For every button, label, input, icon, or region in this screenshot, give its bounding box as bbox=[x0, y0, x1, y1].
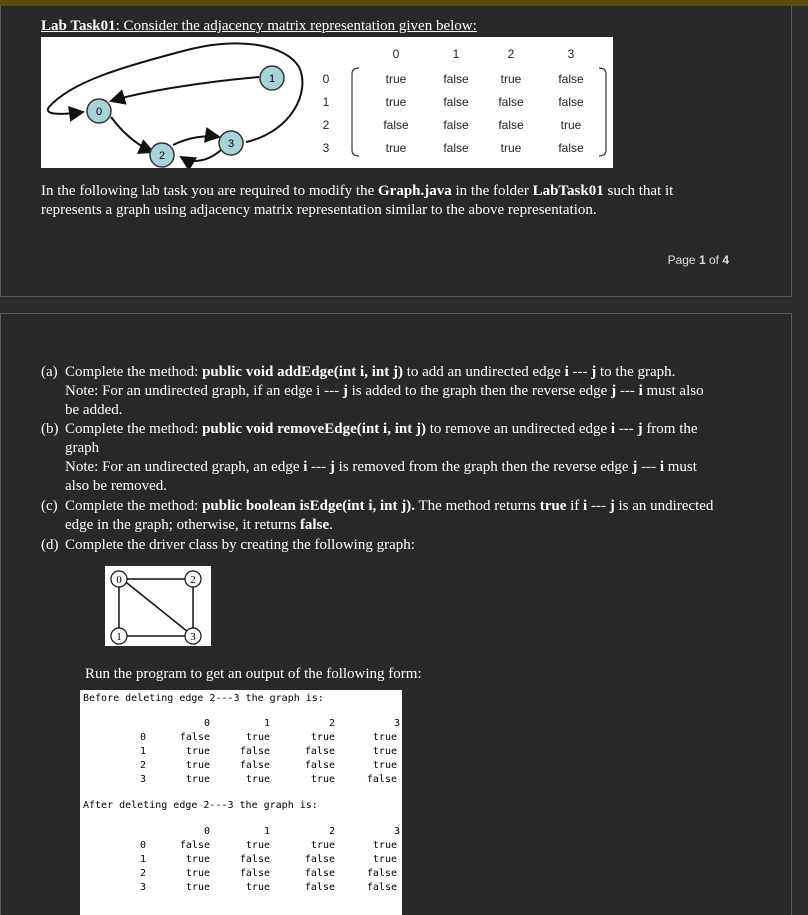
cell: true bbox=[310, 732, 335, 743]
cell: false bbox=[304, 854, 335, 865]
item-bold: i bbox=[303, 459, 308, 475]
matrix-cell: true bbox=[500, 141, 522, 155]
cell: false bbox=[304, 746, 335, 757]
item-label: (b) bbox=[41, 421, 59, 437]
cell: false bbox=[304, 882, 335, 893]
matrix-col-header: 0 bbox=[392, 47, 400, 61]
item-text: from the bbox=[642, 421, 698, 437]
cell: true bbox=[245, 882, 270, 893]
method-signature: public void removeEdge(int i, int j) bbox=[202, 421, 426, 437]
svg-text:3: 3 bbox=[190, 631, 196, 643]
item-text: Note: For an undirected graph, an edge bbox=[65, 459, 304, 475]
task-item-b bbox=[41, 420, 781, 496]
item-text: --- bbox=[615, 421, 638, 437]
cell: false bbox=[239, 868, 270, 879]
cell: true bbox=[245, 774, 270, 785]
row-label: 3 bbox=[140, 774, 147, 785]
row-label: 0 bbox=[140, 840, 147, 851]
item-text: edge in the graph; otherwise, it returns bbox=[65, 517, 300, 533]
item-text: graph bbox=[65, 440, 100, 456]
item-text: --- bbox=[568, 364, 592, 380]
item-text: to remove an undirected edge bbox=[425, 421, 611, 437]
cell: false bbox=[239, 746, 270, 757]
cell: true bbox=[372, 840, 397, 851]
undirected-graph-panel bbox=[105, 566, 211, 646]
col-header: 3 bbox=[393, 718, 400, 729]
cell: true bbox=[310, 840, 335, 851]
cell: false bbox=[179, 840, 210, 851]
item-text: The method returns bbox=[415, 498, 540, 514]
matrix-cell: true bbox=[385, 141, 407, 155]
lab-heading-line bbox=[41, 17, 477, 36]
cell: true bbox=[245, 732, 270, 743]
matrix-cell: false bbox=[383, 118, 409, 132]
task-item-c bbox=[41, 497, 781, 535]
item-text: be added. bbox=[65, 402, 123, 418]
item-bold: true bbox=[539, 498, 567, 514]
col-header: 1 bbox=[263, 718, 270, 729]
cell: false bbox=[304, 760, 335, 771]
instructions-paragraph bbox=[41, 182, 761, 220]
page-label: Page bbox=[667, 253, 699, 267]
item-text: is removed from the graph then the reverse edge bbox=[334, 459, 633, 475]
col-header: 2 bbox=[328, 718, 335, 729]
item-text: is an undirected bbox=[614, 498, 714, 514]
page-total: 4 bbox=[722, 253, 729, 267]
item-label: (a) bbox=[41, 364, 58, 380]
col-header: 1 bbox=[263, 826, 270, 837]
matrix-row-label: 3 bbox=[322, 141, 330, 155]
item-label: (c) bbox=[41, 498, 58, 514]
col-header: 2 bbox=[328, 826, 335, 837]
item-text: Complete the method: bbox=[65, 498, 203, 514]
matrix-col-header: 3 bbox=[567, 47, 575, 61]
item-bold: i bbox=[564, 364, 569, 380]
matrix-cell: false bbox=[443, 141, 469, 155]
row-label: 1 bbox=[140, 854, 147, 865]
cell: true bbox=[245, 840, 270, 851]
cell: true bbox=[185, 774, 210, 785]
matrix-col-header: 1 bbox=[452, 47, 460, 61]
matrix-cell: false bbox=[558, 95, 584, 109]
col-header: 0 bbox=[203, 826, 210, 837]
item-text: Complete the method: bbox=[65, 364, 203, 380]
item-text: --- bbox=[587, 498, 610, 514]
matrix-cell: true bbox=[500, 72, 522, 86]
item-text: --- bbox=[307, 459, 330, 475]
item-text: Complete the driver class by creating the following graph: bbox=[65, 537, 415, 553]
matrix-cell: true bbox=[560, 118, 582, 132]
cell: true bbox=[185, 868, 210, 879]
page-of: of bbox=[705, 253, 723, 267]
item-text: Note: For an undirected graph, if an edge i --- bbox=[65, 383, 340, 399]
item-bold: i bbox=[638, 383, 643, 399]
item-text: Complete the method: bbox=[65, 421, 203, 437]
para-text: such that it bbox=[603, 183, 674, 199]
cell: false bbox=[366, 868, 397, 879]
item-bold: j bbox=[611, 383, 617, 399]
para-text: represents a graph using adjacency matrix representation similar to the above representation. bbox=[41, 202, 597, 218]
cell: false bbox=[239, 760, 270, 771]
item-text: if bbox=[566, 498, 584, 514]
para-text: In the following lab task you are required to modify the bbox=[41, 183, 378, 199]
matrix-row-label: 2 bbox=[322, 118, 330, 132]
matrix-cell: false bbox=[498, 95, 524, 109]
item-bold: i bbox=[583, 498, 588, 514]
item-text: to add an undirected edge bbox=[402, 364, 565, 380]
task-item-a bbox=[41, 363, 781, 420]
svg-text:1: 1 bbox=[116, 631, 122, 643]
item-bold: i bbox=[659, 459, 664, 475]
undirected-graph-figure bbox=[105, 566, 211, 646]
method-signature: public void addEdge(int i, int j) bbox=[202, 364, 403, 380]
col-header: 0 bbox=[203, 718, 210, 729]
item-bold: j bbox=[632, 459, 638, 475]
run-instruction: Run the program to get an output of the following form: bbox=[85, 666, 422, 682]
item-bold: i bbox=[610, 421, 616, 437]
cell: true bbox=[185, 882, 210, 893]
after-title: After deleting edge 2---3 the graph is: bbox=[83, 800, 318, 811]
svg-text:0: 0 bbox=[116, 574, 122, 586]
matrix-cell: false bbox=[558, 72, 584, 86]
matrix-col-header: 2 bbox=[507, 47, 515, 61]
item-bold: false bbox=[299, 517, 330, 533]
cell: false bbox=[239, 854, 270, 865]
matrix-row-label: 0 bbox=[322, 72, 330, 86]
svg-text:2: 2 bbox=[190, 574, 196, 586]
row-label: 1 bbox=[140, 746, 147, 757]
cell: false bbox=[366, 882, 397, 893]
lab-intro: : Consider the adjacency matrix representation given below: bbox=[115, 18, 477, 34]
item-text: must bbox=[663, 459, 697, 475]
item-label: (d) bbox=[41, 537, 59, 553]
item-bold: j bbox=[339, 383, 348, 399]
row-label: 2 bbox=[140, 760, 147, 771]
matrix-cell: false bbox=[443, 72, 469, 86]
cell: true bbox=[185, 760, 210, 771]
document-page-2 bbox=[0, 313, 792, 915]
matrix-cell: true bbox=[385, 72, 407, 86]
cell: true bbox=[185, 746, 210, 757]
cell: false bbox=[179, 732, 210, 743]
matrix-cell: false bbox=[558, 141, 584, 155]
row-label: 0 bbox=[140, 732, 147, 743]
col-header: 3 bbox=[393, 826, 400, 837]
before-title: Before deleting edge 2---3 the graph is: bbox=[83, 693, 324, 704]
svg-text:2: 2 bbox=[158, 150, 166, 162]
figure-panel bbox=[41, 37, 613, 168]
item-bold: j bbox=[609, 498, 615, 514]
cell: true bbox=[310, 774, 335, 785]
item-text: must also bbox=[642, 383, 704, 399]
item-text: to the graph. bbox=[596, 364, 676, 380]
page-indicator bbox=[668, 253, 729, 267]
item-text: --- bbox=[637, 459, 660, 475]
svg-text:3: 3 bbox=[227, 138, 235, 150]
para-file: Graph.java bbox=[378, 183, 452, 199]
cell: true bbox=[372, 760, 397, 771]
cell: false bbox=[366, 774, 397, 785]
task-item-d bbox=[41, 536, 781, 555]
matrix-cell: true bbox=[385, 95, 407, 109]
para-folder: LabTask01 bbox=[532, 183, 604, 199]
node-2 bbox=[185, 571, 201, 587]
page-number: 1 bbox=[698, 253, 706, 267]
matrix-row-label: 1 bbox=[322, 95, 330, 109]
row-label: 3 bbox=[140, 882, 147, 893]
cell: false bbox=[304, 868, 335, 879]
item-bold: j bbox=[591, 364, 597, 380]
method-signature: public boolean isEdge(int i, int j). bbox=[202, 498, 416, 514]
node-3 bbox=[185, 628, 201, 644]
cell: true bbox=[372, 732, 397, 743]
matrix-cell: false bbox=[443, 95, 469, 109]
console-output-panel bbox=[80, 690, 402, 915]
node-1 bbox=[111, 628, 127, 644]
item-bold: j bbox=[329, 459, 335, 475]
para-text: in the folder bbox=[451, 183, 533, 199]
document-page-1 bbox=[0, 6, 792, 297]
cell: true bbox=[372, 854, 397, 865]
item-text: . bbox=[329, 517, 333, 533]
matrix-cell: false bbox=[498, 118, 524, 132]
item-text: --- bbox=[616, 383, 639, 399]
svg-text:1: 1 bbox=[268, 73, 276, 85]
node-0 bbox=[111, 571, 127, 587]
matrix-cell: false bbox=[443, 118, 469, 132]
row-label: 2 bbox=[140, 868, 147, 879]
cell: true bbox=[185, 854, 210, 865]
item-text: also be removed. bbox=[65, 478, 168, 494]
lab-heading: Lab Task01 bbox=[41, 18, 116, 34]
cell: true bbox=[372, 746, 397, 757]
item-bold: j bbox=[637, 421, 643, 437]
item-text: is added to the graph then the reverse edge bbox=[347, 383, 612, 399]
svg-text:0: 0 bbox=[95, 106, 103, 118]
